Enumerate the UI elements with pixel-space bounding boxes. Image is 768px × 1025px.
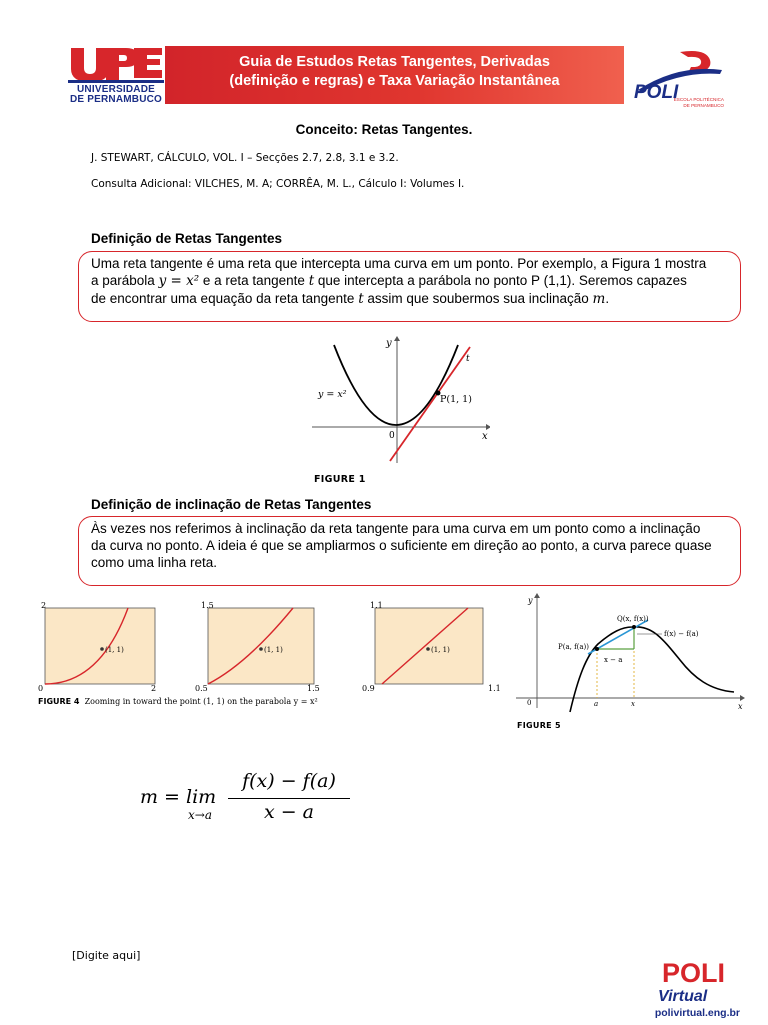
figure5-x-label: x <box>738 702 743 711</box>
reference-additional: Consulta Adicional: VILCHES, M. A; CORRÊA, M. L., Cálculo I: Volumes I. <box>91 178 465 190</box>
panel-point-label: (1, 1) <box>264 646 283 654</box>
reference-primary: J. STEWART, CÁLCULO, VOL. I – Secções 2.7, 2.8, 3.1 e 3.2. <box>91 152 399 164</box>
panel-frame <box>375 608 483 684</box>
poli-logo-icon <box>630 50 728 108</box>
section1-line3-b: assim que soubermos sua inclinação <box>363 291 593 306</box>
figure4-panel-2 <box>195 598 325 694</box>
equation-parabola: y = x² <box>158 273 200 289</box>
section1-line2 <box>91 272 730 290</box>
figure5-point-p <box>595 647 599 651</box>
section1-line3-c: . <box>605 291 610 306</box>
figure5-tick-a: a <box>594 700 599 708</box>
section1-line2-a: a parábola <box>91 273 159 288</box>
poli-logo-line1: ESCOLA POLITÉCNICA <box>673 97 724 102</box>
polivirtual-logo <box>638 958 742 1020</box>
section1-line1: Uma reta tangente é uma reta que intercepta uma curva em um ponto. Por exemplo, a Figura 1 mostra <box>91 256 707 271</box>
section1-line3 <box>91 290 730 308</box>
figure1-graph <box>310 335 490 465</box>
upe-logo-line2: DE PERNAMBUCO <box>69 94 163 105</box>
formula-fraction-bar <box>228 798 350 799</box>
panel-x-min-label: 0.9 <box>362 684 375 693</box>
figure5-graph <box>512 592 752 716</box>
panel-frame <box>45 608 155 684</box>
panel-x-max-label: 2 <box>151 684 157 693</box>
figure5-x-arrow <box>740 695 745 701</box>
figure1-x-arrow <box>486 424 490 430</box>
panel-point-label: (1, 1) <box>105 646 124 654</box>
upe-logo-line1: UNIVERSIDADE <box>77 84 155 95</box>
upe-mark-icon <box>68 46 164 84</box>
header-title <box>165 53 624 91</box>
variable-m: m <box>592 291 606 307</box>
figure4-caption-label: FIGURE 4 <box>38 697 80 706</box>
figure1-y-arrow <box>394 336 400 341</box>
section1-heading: Definição de Retas Tangentes <box>91 231 283 246</box>
header-title-line1: Guia de Estudos Retas Tangentes, Derivadas <box>239 54 550 70</box>
figure5-y-label: y <box>528 596 533 605</box>
polivirtual-logo-poli: POLI <box>662 958 726 988</box>
figure4-panel-1 <box>36 598 166 694</box>
panel-x-min-label: 0.5 <box>195 684 208 693</box>
figure5-dx-label: x − a <box>604 656 623 664</box>
formula-numerator: f(x) − f(a) <box>242 770 336 792</box>
section1-line2-c: que intercepta a parábola no ponto P (1,1). Seremos capazes <box>314 273 687 288</box>
panel-point-label: (1, 1) <box>431 646 450 654</box>
formula-limit-sub: x→a <box>188 808 212 822</box>
variable-t: t <box>308 273 315 289</box>
panel-point <box>100 647 104 651</box>
figure5-caption: FIGURE 5 <box>517 721 561 730</box>
figure5-y-arrow <box>534 593 540 598</box>
figure4-caption-text: Zooming in toward the point (1, 1) on the parabola y = x² <box>84 697 318 706</box>
figure1-curve-label: y = x² <box>318 389 347 400</box>
footer-placeholder: [Digite aqui] <box>72 949 141 962</box>
figure5-origin-label: 0 <box>527 699 532 707</box>
section2-box <box>78 516 741 586</box>
figure5-tick-x: x <box>631 700 635 708</box>
figure1-point-label: P(1, 1) <box>440 394 472 405</box>
poli-logo-line2: DE PERNAMBUCO <box>683 103 724 108</box>
polivirtual-logo-virtual: Virtual <box>658 988 708 1005</box>
section2-line1: Às vezes nos referimos à inclinação da reta tangente para uma curva em um ponto como a inclinação <box>91 521 701 536</box>
panel-y-max-label: 1.1 <box>370 601 383 610</box>
panel-x-max-label: 1.1 <box>488 684 501 693</box>
panel-y-max-label: 1.5 <box>201 601 214 610</box>
panel-x-max-label: 1.5 <box>307 684 320 693</box>
derivative-formula <box>140 770 360 826</box>
variable-t: t <box>358 291 364 307</box>
polivirtual-logo-url: polivirtual.eng.br <box>654 1007 740 1019</box>
panel-x-min-label: 0 <box>38 684 44 693</box>
polivirtual-logo-icon <box>638 958 742 1020</box>
formula-denominator: x − a <box>263 801 315 823</box>
figure5-point-q <box>632 625 636 629</box>
header-banner <box>165 46 624 104</box>
section2-line3: como uma linha reta. <box>91 555 218 570</box>
section1-box <box>78 251 741 322</box>
figure4-panel-3 <box>362 598 502 694</box>
formula-lhs: m = lim <box>140 786 217 808</box>
section1-line2-b: e a reta tangente <box>199 273 309 288</box>
section1-line3-a: de encontrar uma equação da reta tangente <box>91 291 359 306</box>
panel-point <box>259 647 263 651</box>
poli-logo <box>630 50 728 108</box>
figure5-q-label: Q(x, f(x)) <box>617 615 649 623</box>
section2-heading: Definição de inclinação de Retas Tangentes <box>91 497 372 512</box>
upe-logo <box>68 46 164 104</box>
header-title-line2: (definição e regras) e Taxa Variação Instantânea <box>229 73 560 89</box>
concept-title: Conceito: Retas Tangentes. <box>295 122 473 137</box>
figure1-tangent-label: t <box>466 354 470 364</box>
figure5-p-label: P(a, f(a)) <box>558 643 590 651</box>
figure4-caption <box>38 697 318 706</box>
figure1-caption: FIGURE 1 <box>314 474 366 485</box>
section2-line2: da curva no ponto. A ideia é que se ampliarmos o suficiente em direção ao ponto, a curva parece quase <box>91 538 712 553</box>
figure1-parabola <box>334 345 458 425</box>
figure1-origin-label: 0 <box>389 431 395 441</box>
panel-y-max-label: 2 <box>41 601 47 610</box>
figure1-y-label: y <box>386 338 392 349</box>
figure1-x-label: x <box>482 431 488 442</box>
figure5-diff-label: f(x) − f(a) <box>664 630 699 638</box>
panel-frame <box>208 608 314 684</box>
panel-point <box>426 647 430 651</box>
poli-logo-word: POLI <box>634 82 679 103</box>
